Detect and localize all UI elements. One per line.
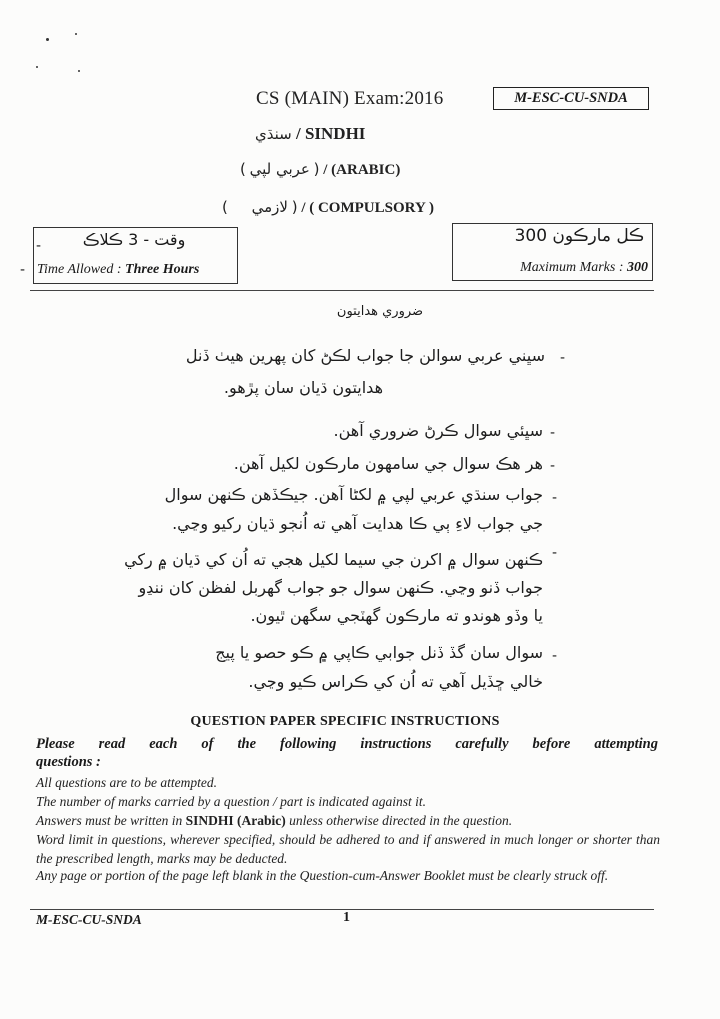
bullet-dash: - (560, 350, 566, 366)
compulsory-english: / ( COMPULSORY ) (301, 200, 434, 216)
instructions-intro-tail: questions : (36, 754, 101, 770)
native-instruction-line: ڪنهن سوال ۾ اکرن جي سيما لکيل هجي ته اُن کي ڌيان ۾ رکي (124, 550, 543, 569)
paren-open: ( (222, 198, 228, 216)
compulsory-native: لازمي (251, 198, 288, 216)
native-instruction-line: سڀئي سوال ڪرڻ ضروري آهن. (333, 421, 543, 440)
native-instruction-line: يا وڏو هوندو ته مارڪون گهٽجي سگهن ٿيون. (250, 606, 543, 625)
native-instructions-title: ضروري هدايتون (336, 304, 424, 319)
instructions-heading: QUESTION PAPER SPECIFIC INSTRUCTIONS (190, 714, 500, 729)
script-native: عربي لپي (249, 160, 310, 178)
marks-native: ڪل مارڪون 300 (514, 226, 644, 246)
compulsory-line (222, 198, 434, 217)
header-divider (30, 290, 654, 291)
native-instruction-line: خالي ڇڏيل آهي ته اُن کي ڪراس ڪيو وڃي. (248, 672, 543, 691)
bullet-dash: - (552, 545, 558, 561)
paper-code-box: M-ESC-CU-SNDA (493, 87, 649, 110)
marks-value: 300 (627, 260, 648, 275)
instruction-item: Word limit in questions, wherever specified, should be adhered to and if answered in much longer or shorter than the prescribed length, marks may be deducted. (36, 832, 660, 866)
time-english (37, 262, 199, 278)
bullet-dash: - (550, 458, 556, 474)
marks-english (520, 260, 648, 276)
native-instruction-line: سڀني عربي سوالن جا جواب لڪڻ کان پهرين هيٺ ڏنل (185, 346, 545, 365)
native-instruction-line: سوال سان گڏ ڏنل جوابي ڪاپي ۾ ڪو حصو يا پيج (215, 643, 543, 662)
paren-close: ) (313, 160, 320, 178)
script-line (240, 160, 400, 179)
answers-language: SINDHI (Arabic) (185, 813, 286, 828)
paren-close: ) (291, 198, 298, 216)
instruction-item-answers (36, 811, 660, 830)
subject-line (255, 124, 365, 144)
instructions-intro: Please read each of the following instructions carefully before attempting (36, 736, 658, 752)
subject-native: سنڌي (255, 125, 292, 143)
native-instruction-line: هر هڪ سوال جي سامهون مارڪون لکيل آهن. (233, 454, 543, 473)
footer-divider (30, 909, 654, 910)
native-instruction-line: جي جواب لاءِ ٻي ڪا هدايت آهي ته اُنجو ڌيان رکيو وڃي. (172, 514, 543, 533)
instruction-item: Any page or portion of the page left blank in the Question-cum-Answer Booklet must be clearly struck off. (36, 868, 609, 883)
scan-speck (36, 66, 38, 68)
margin-dash: - (36, 238, 42, 254)
native-instruction-line: جواب ڏنو وڃي. ڪنهن سوال جو جواب گهربل لفظن کان ننڍو (138, 578, 543, 597)
script-english: / (ARABIC) (323, 162, 401, 178)
margin-dash: - (20, 262, 26, 278)
bullet-dash: - (550, 425, 556, 441)
answers-text-pre: Answers must be written in (36, 813, 186, 828)
time-value: Three Hours (125, 262, 200, 277)
scan-speck (75, 33, 77, 35)
time-native: وقت - 3 ڪلاڪ (82, 230, 186, 249)
paren-open: ( (240, 160, 246, 178)
time-label: Time Allowed : (37, 262, 126, 277)
native-instruction-line: جواب سنڌي عربي لپي ۾ لکڻا آهن. جيڪڏهن ڪنهن سوال (164, 485, 543, 504)
native-instruction-line: هدايتون ڌيان سان پڙهو. (223, 378, 383, 397)
answers-text-post: unless otherwise directed in the question. (285, 813, 513, 828)
bullet-dash: - (552, 648, 558, 664)
exam-title: CS (MAIN) Exam:2016 (256, 88, 444, 109)
footer-paper-code: M-ESC-CU-SNDA (36, 912, 142, 927)
time-allowed-box (33, 227, 238, 284)
maximum-marks-box (452, 223, 653, 281)
instruction-item: All questions are to be attempted. (36, 775, 217, 790)
scan-speck (78, 70, 80, 72)
page-number: 1 (343, 910, 350, 925)
subject-english: / SINDHI (295, 124, 366, 143)
marks-label: Maximum Marks : (520, 260, 627, 275)
instruction-item: The number of marks carried by a question / part is indicated against it. (36, 794, 426, 809)
bullet-dash: - (552, 490, 558, 506)
scan-speck (46, 38, 49, 41)
